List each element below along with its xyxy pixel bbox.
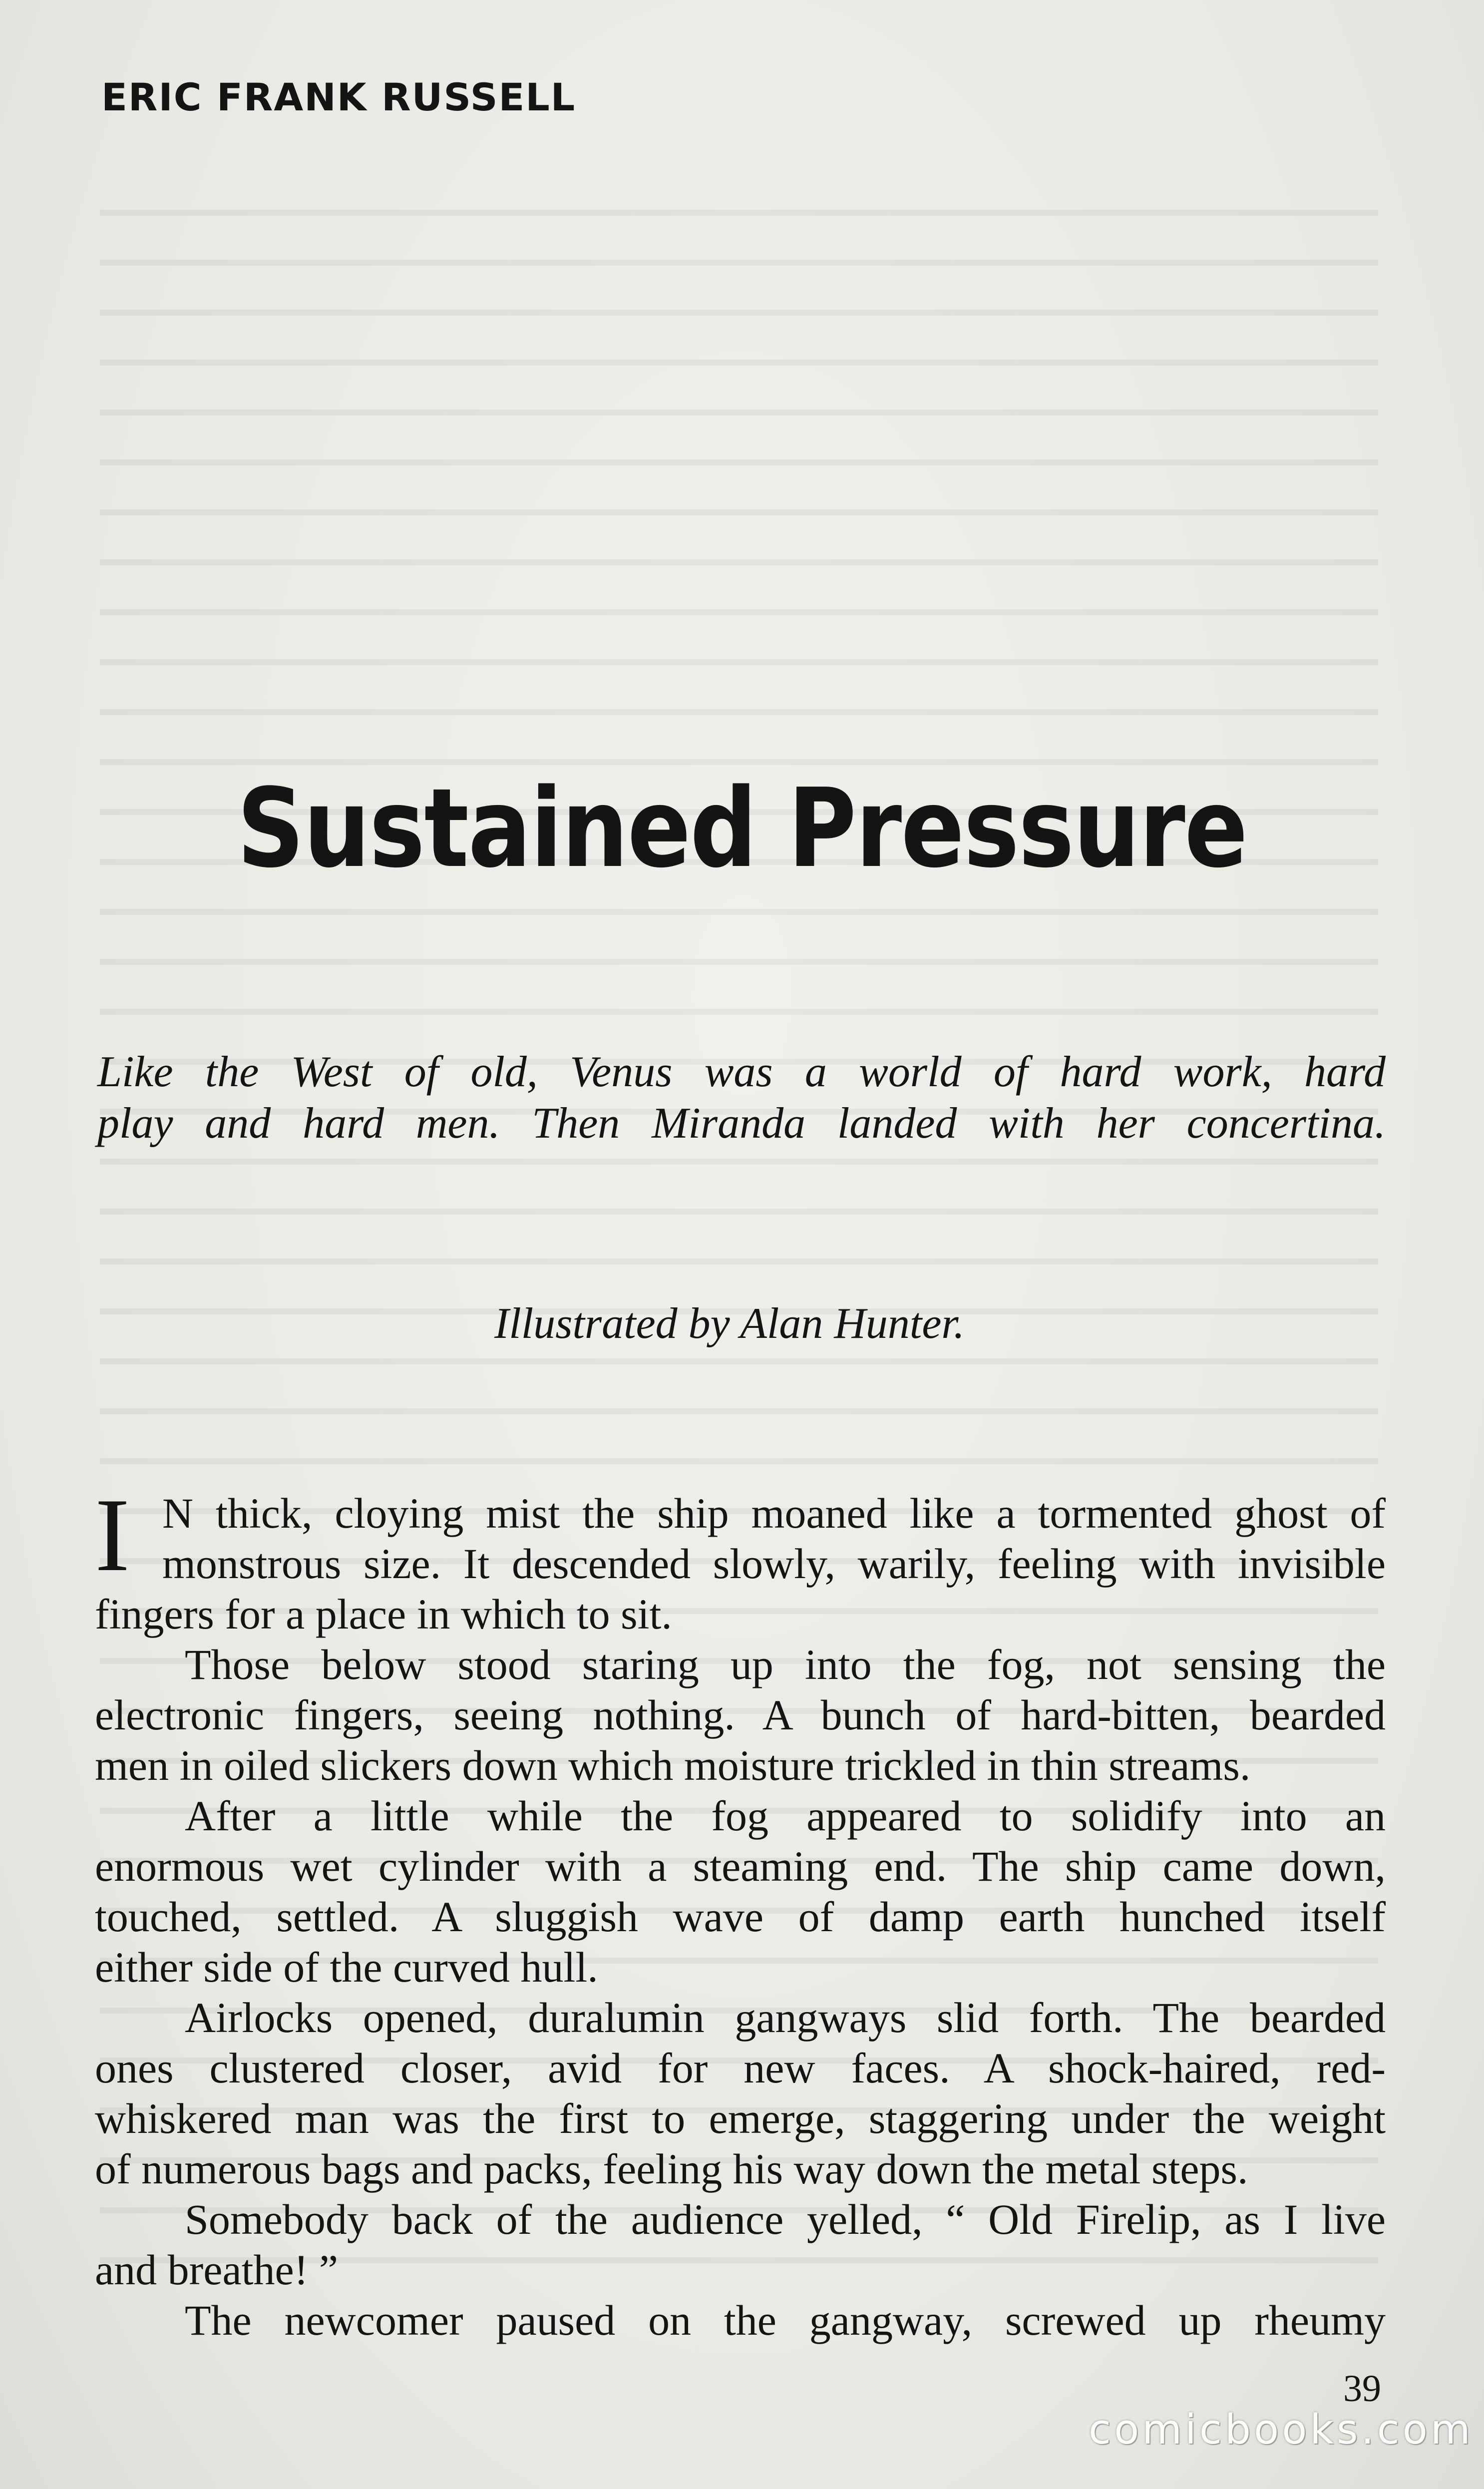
body-line: Airlocks opened, duralumin gangways slid forth. The bearded: [185, 1994, 1386, 2042]
body-line: fingers for a place in which to sit.: [95, 1590, 672, 1638]
body-line: Those below stood staring up into the fog, not sensing the: [185, 1641, 1386, 1688]
body-line: either side of the curved hull.: [95, 1943, 598, 1991]
running-head-author: ERIC FRANK RUSSELL: [101, 75, 576, 119]
body-line: and breathe! ”: [95, 2246, 339, 2294]
blurb-line: Like the West of old, Venus was a world of hard work, hard: [97, 1048, 1386, 1096]
body-line: electronic fingers, seeing nothing. A bunch of hard-bitten, bearded: [95, 1691, 1386, 1739]
drop-cap: I: [95, 1477, 130, 1593]
body-line: ones clustered closer, avid for new faces. A shock-haired, red-: [95, 2044, 1386, 2092]
illustrator-credit: Illustrated by Alan Hunter.: [494, 1299, 965, 1348]
blurb-line: play and hard men. Then Miranda landed with her concertina.: [97, 1099, 1386, 1148]
watermark: comicbooks.com: [1089, 2406, 1474, 2454]
body-line: of numerous bags and packs, feeling his way down the metal steps.: [95, 2145, 1248, 2193]
story-body: [95, 1477, 1386, 2346]
body-line: After a little while the fog appeared to solidify into an: [185, 1792, 1386, 1840]
story-blurb: [97, 1046, 1386, 1149]
body-line: touched, settled. A sluggish wave of damp earth hunched itself: [95, 1893, 1386, 1941]
body-line: enormous wet cylinder with a steaming end. The ship came down,: [95, 1842, 1386, 1890]
body-line: N thick, cloying mist the ship moaned like a tormented ghost of: [162, 1489, 1386, 1537]
opening-paragraph: [95, 1477, 1386, 1640]
story-title: Sustained Pressure: [237, 766, 1247, 892]
body-line: men in oiled slickers down which moisture trickled in thin streams.: [95, 1741, 1251, 1789]
body-line: monstrous size. It descended slowly, warily, feeling with invisible: [162, 1540, 1386, 1588]
body-line: whiskered man was the first to emerge, staggering under the weight: [95, 2094, 1386, 2142]
body-line: Somebody back of the audience yelled, “ Old Firelip, as I live: [185, 2195, 1386, 2243]
body-line: The newcomer paused on the gangway, screwed up rheumy: [185, 2296, 1386, 2344]
page-number: 39: [1343, 2368, 1381, 2410]
